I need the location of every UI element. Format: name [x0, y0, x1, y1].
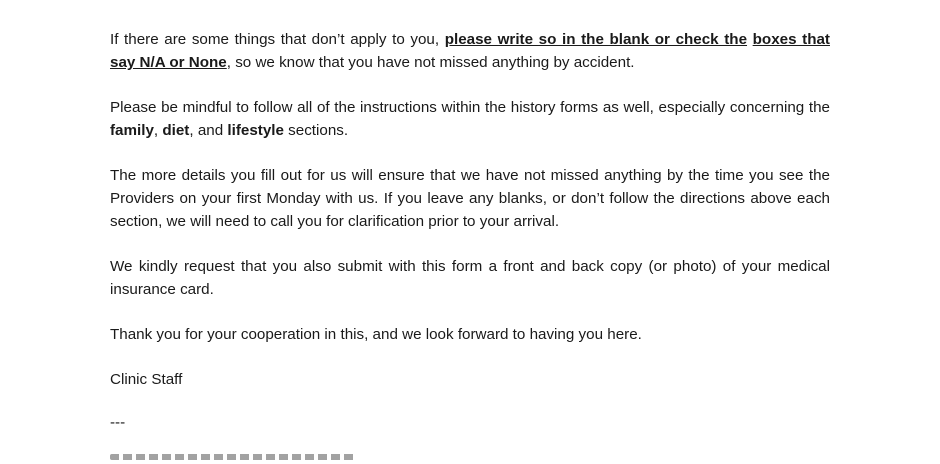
bold-family: family — [110, 122, 154, 139]
text-run: , and — [189, 122, 228, 139]
paragraph-details: The more details you fill out for us will ensure that we have not missed anything by the time you see the Providers on your first Monday with us. If you leave any blanks, or don’t follow the directions above each section, we will need to call you for clarification prior to your arrival. — [110, 167, 830, 230]
text-run: If there are some things that don’t apply to you, — [110, 31, 445, 48]
separator-line: --- — [110, 414, 126, 431]
paragraph-instructions — [110, 96, 830, 142]
bold-diet: diet — [162, 122, 190, 139]
paragraph-thanks: Thank you for your cooperation in this, and we look forward to having you here. — [110, 326, 642, 343]
paragraph-not-applicable — [110, 28, 830, 74]
signature-line: Clinic Staff — [110, 371, 183, 388]
paragraph-insurance: We kindly request that you also submit with this form a front and back copy (or photo) of your medical insurance card. — [110, 258, 830, 298]
cropped-text-line — [110, 454, 360, 464]
cropped-text-fragment — [110, 454, 355, 460]
letter-body — [110, 28, 830, 456]
text-run: sections. — [283, 122, 349, 139]
text-run: , — [153, 122, 163, 139]
text-run: Please be mindful to follow all of the instructions within the history forms as well, especially concerning the — [110, 99, 830, 116]
emphasis-boxes: boxes that say N/A or None — [110, 31, 830, 71]
text-run: , so we know that you have not missed anything by accident. — [226, 54, 635, 71]
bold-lifestyle: lifestyle — [227, 122, 284, 139]
emphasis-instruction: please write so in the blank or check the — [444, 31, 748, 48]
